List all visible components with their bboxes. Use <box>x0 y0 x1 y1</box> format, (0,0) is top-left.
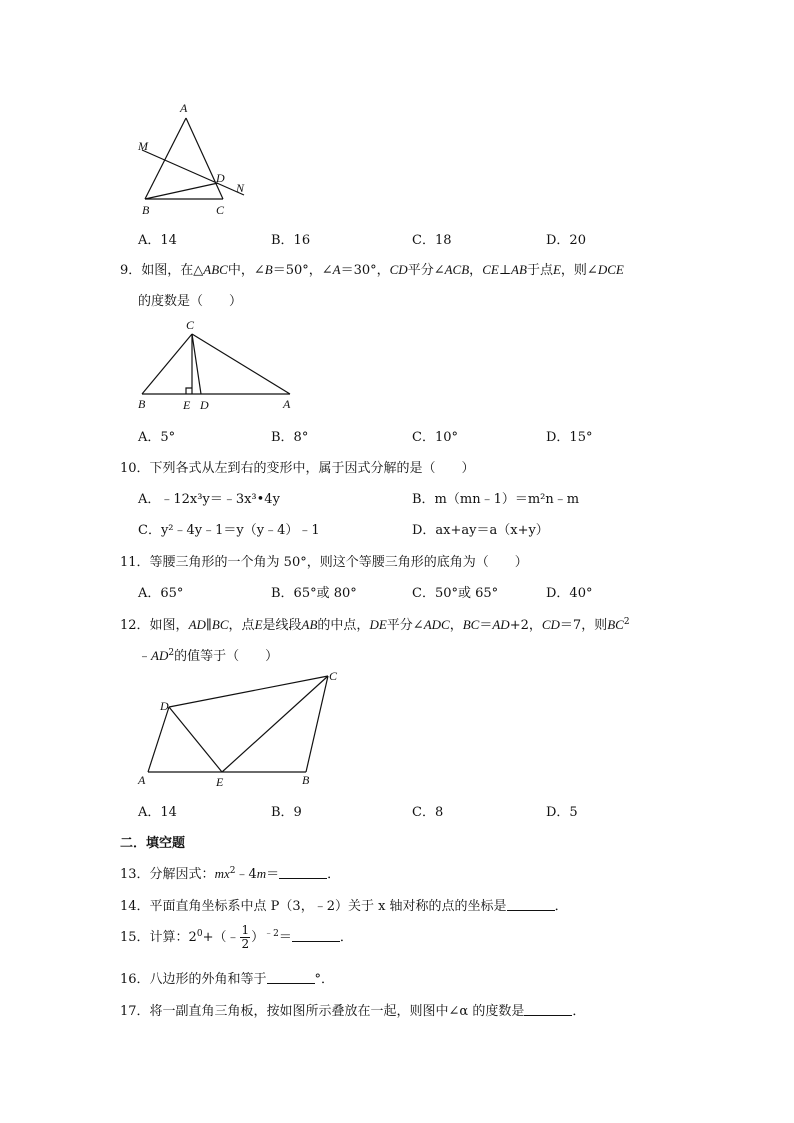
q9-label-c: C <box>186 318 195 332</box>
q8-option-c[interactable]: C．18 <box>412 233 452 248</box>
q12-label-b: B <box>302 773 310 787</box>
q12-label-c: C <box>329 669 338 683</box>
q12-option-a[interactable]: A．14 <box>138 805 177 820</box>
q9-label-a: A <box>283 397 291 411</box>
q11-option-a[interactable]: A．65° <box>138 586 184 601</box>
q8-label-b: B <box>142 203 150 217</box>
q9-stem: 9．如图，在△ABC中，∠B＝50°，∠A＝30°，CD平分∠ACB，CE⊥AB于点E，则∠DCE <box>120 262 624 278</box>
q8-label-d: D <box>216 171 225 185</box>
q16-answer-blank[interactable] <box>267 971 315 984</box>
q11-stem: 11．等腰三角形的一个角为 50°，则这个等腰三角形的底角为（ ） <box>120 555 528 570</box>
q10-option-c[interactable]: C．y²﹣4y﹣1＝y（y﹣4）﹣1 <box>138 523 320 538</box>
q14-stem: 14．平面直角坐标系中点 P（3，﹣2）关于 x 轴对称的点的坐标是 ． <box>120 899 568 914</box>
section-title: 二．填空题 <box>120 836 186 851</box>
q12-figure <box>132 666 352 796</box>
q16-stem: 16．八边形的外角和等于 °． <box>120 972 335 987</box>
q12-label-a: A <box>138 773 146 787</box>
q14-answer-blank[interactable] <box>507 898 555 911</box>
q8-label-m: M <box>138 139 148 153</box>
q12-stem-line2: $﹣AD^2$的值等于（ ） <box>138 648 279 664</box>
q9-option-d[interactable]: D．15° <box>546 430 593 445</box>
q8-label-c: C <box>216 203 225 217</box>
q11-option-b[interactable]: B．65°或 80° <box>271 586 357 601</box>
q9-option-c[interactable]: C．10° <box>412 430 458 445</box>
q12-label-d: D <box>160 699 169 713</box>
q17-answer-blank[interactable] <box>524 1003 572 1016</box>
q15-fraction: $\frac{1}{2}$ <box>241 923 250 951</box>
q9-stem-line2: 的度数是（ ） <box>138 294 243 309</box>
q8-option-d[interactable]: D．20 <box>546 233 586 248</box>
q10-option-d[interactable]: D．ax+ay＝a（x+y） <box>412 523 549 538</box>
q15-answer-blank[interactable] <box>292 929 340 942</box>
q15-stem: 15．计算：$2^0+(﹣$ $\frac{1}{2}$ ）$^{﹣2}$＝ ． <box>120 923 353 951</box>
q10-option-a[interactable]: A．﹣12x³y＝﹣3x³•4y <box>138 492 280 507</box>
q9-option-b[interactable]: B．8° <box>271 430 309 445</box>
q17-stem: 17．将一副直角三角板，按如图所示叠放在一起，则图中∠α 的度数是 ． <box>120 1004 586 1019</box>
q10-stem: 10．下列各式从左到右的变形中，属于因式分解的是（ ） <box>120 461 475 476</box>
q9-option-a[interactable]: A．5° <box>138 430 176 445</box>
q12-stem: 12．如图，AD∥BC，点E是线段AB的中点，DE平分∠ADC，BC＝AD+2，CD＝7，则$BC^2$ <box>120 617 630 633</box>
q12-option-c[interactable]: C．8 <box>412 805 444 820</box>
q9-label-b: B <box>138 397 146 411</box>
q8-option-b[interactable]: B．16 <box>271 233 311 248</box>
q9-figure <box>130 316 300 416</box>
q11-option-d[interactable]: D．40° <box>546 586 593 601</box>
q8-figure <box>130 98 260 218</box>
q8-option-a[interactable]: A．14 <box>138 233 177 248</box>
q13-stem: 13．分解因式：$mx^2﹣4m=$ ． <box>120 866 341 882</box>
q8-label-a: A <box>180 101 188 115</box>
q11-option-c[interactable]: C．50°或 65° <box>412 586 499 601</box>
q12-option-b[interactable]: B．9 <box>271 805 302 820</box>
q9-label-d: D <box>200 398 209 412</box>
q10-option-b[interactable]: B．m（mn﹣1）＝m²n﹣m <box>412 492 580 507</box>
q9-label-e: E <box>183 398 191 412</box>
q8-label-n: N <box>236 181 245 195</box>
q12-option-d[interactable]: D．5 <box>546 805 578 820</box>
q12-label-e: E <box>216 775 224 789</box>
q13-answer-blank[interactable] <box>279 866 327 879</box>
